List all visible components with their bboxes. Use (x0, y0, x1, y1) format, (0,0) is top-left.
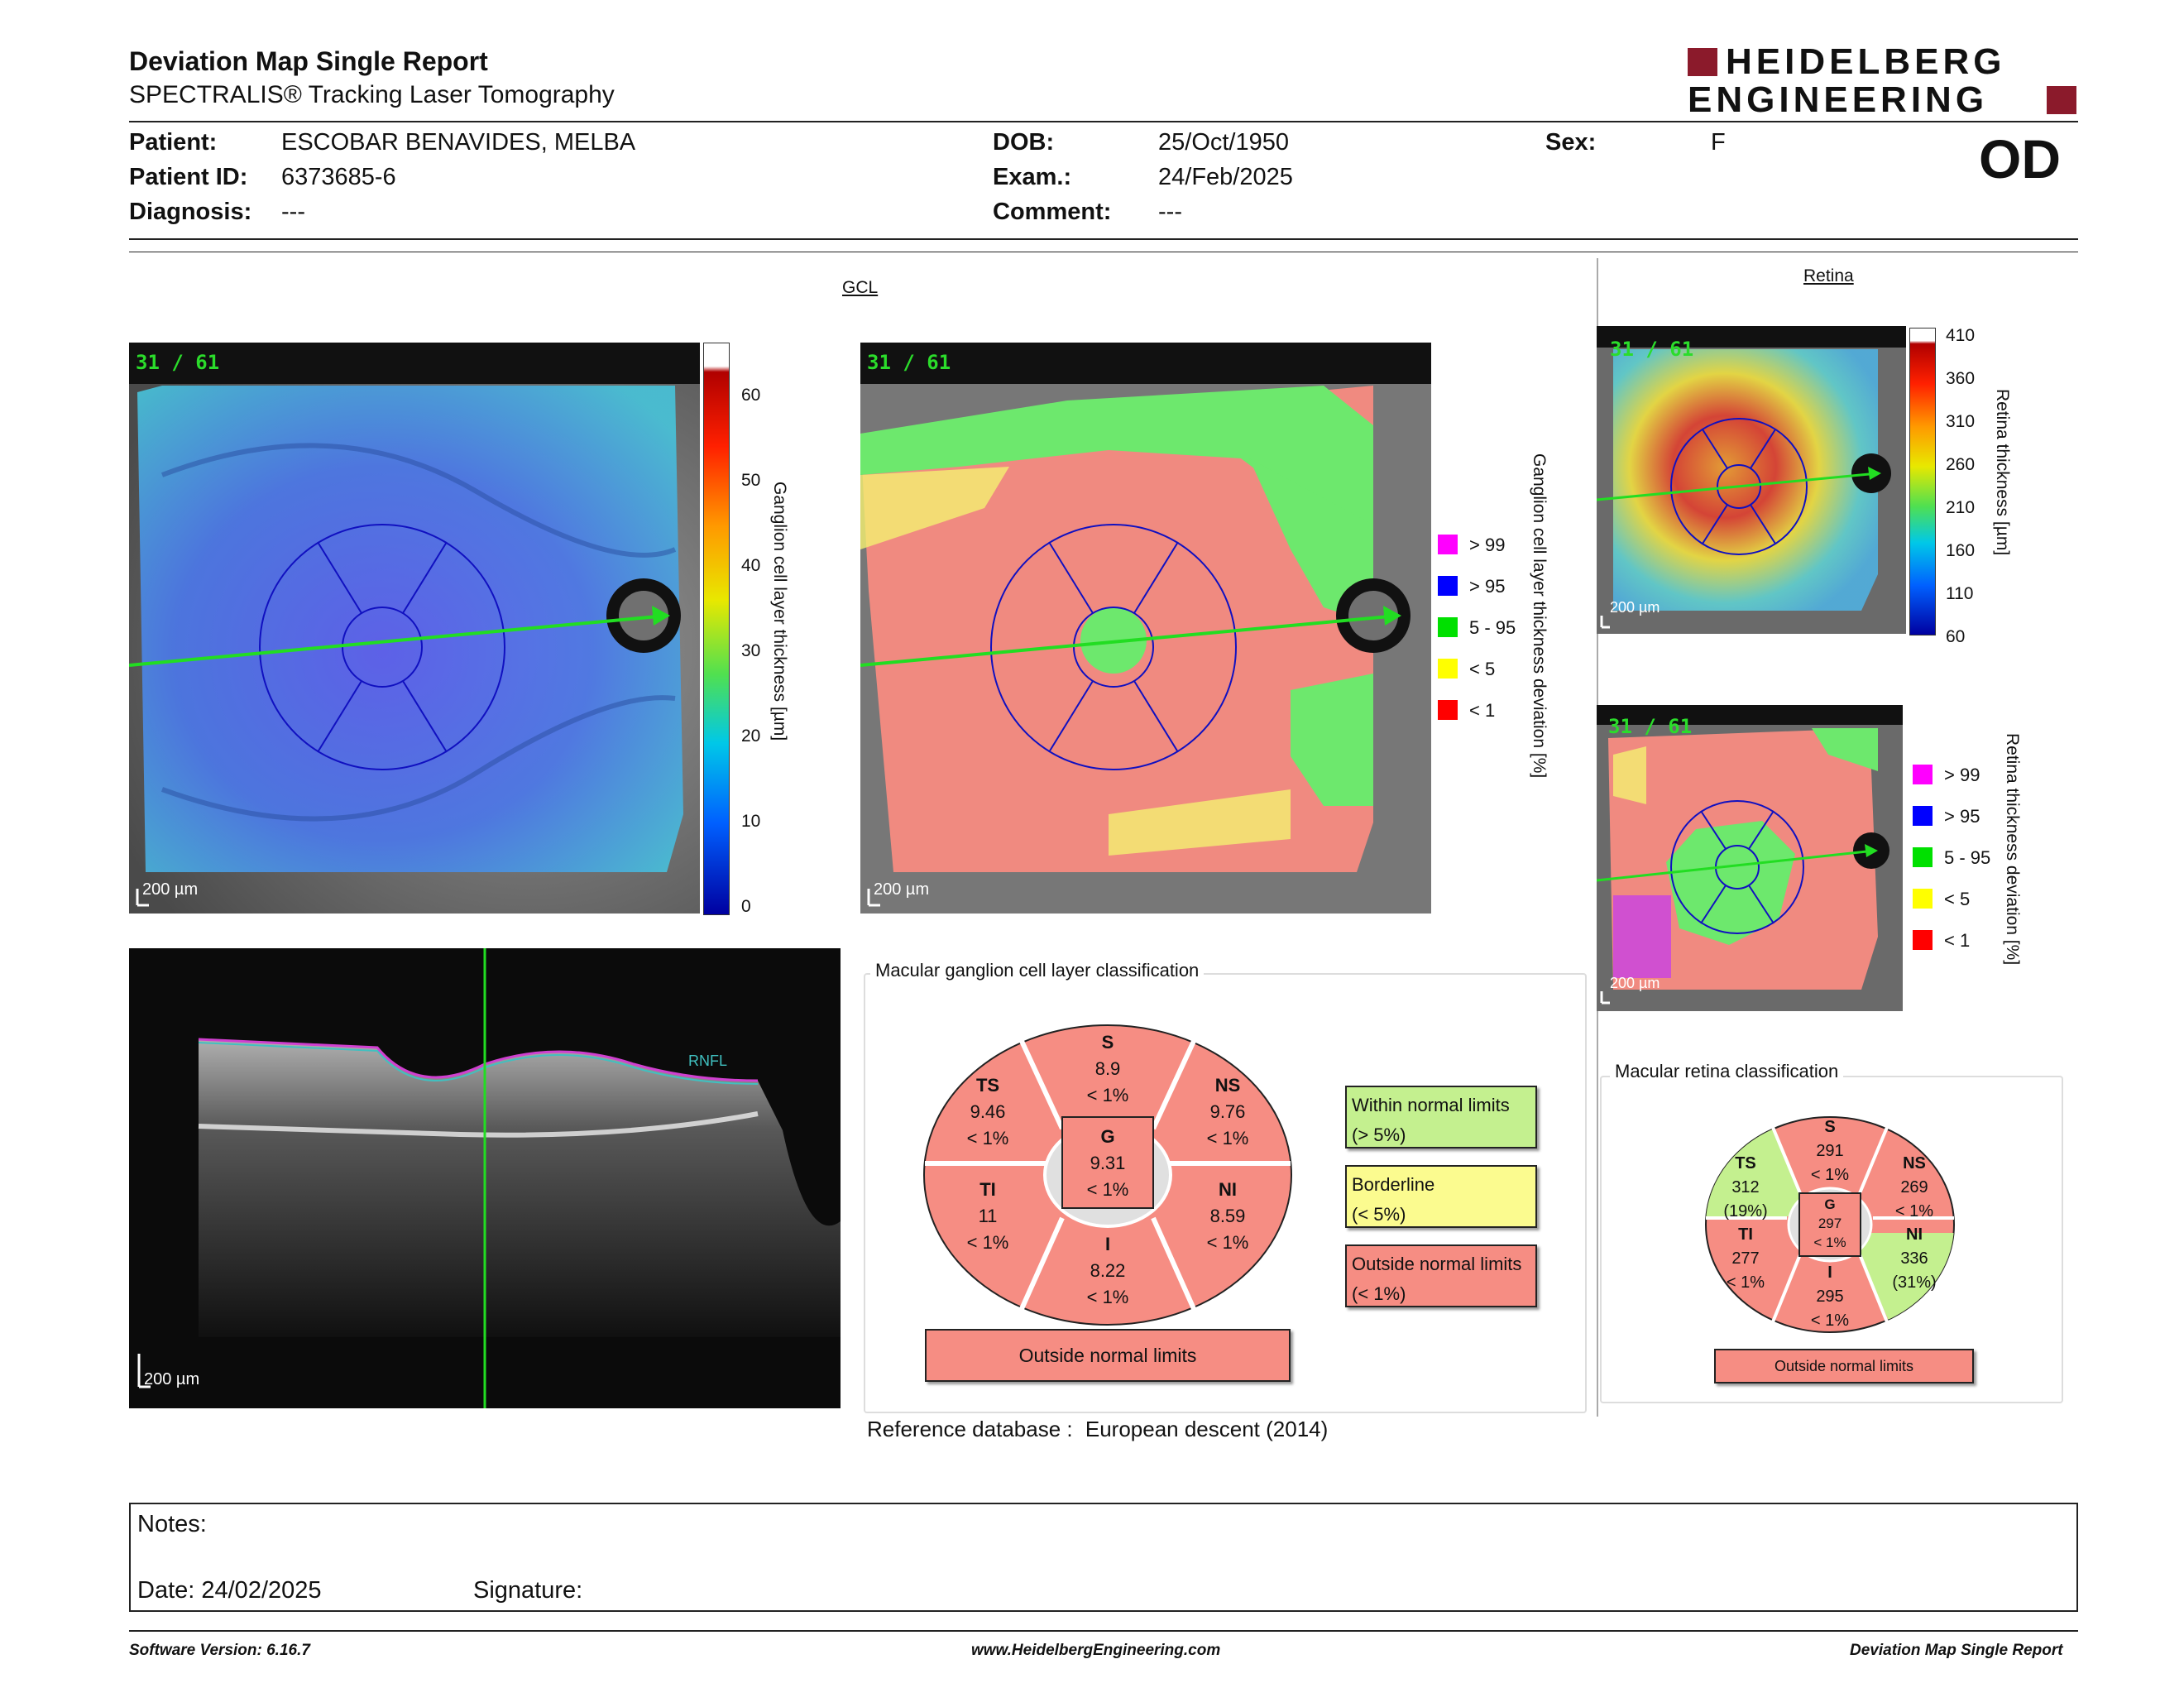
retina-legend-label-lt1: < 1 (1944, 930, 1971, 951)
patient-divider-1 (129, 238, 2078, 240)
diagnosis-value: --- (281, 199, 305, 225)
retina-sector-ni-pct: (31%) (1892, 1273, 1937, 1292)
legend-swatch-gt99 (1438, 535, 1458, 554)
key-within-normal (1345, 1086, 1537, 1149)
retina-sector-ti-pct: < 1% (1726, 1273, 1765, 1292)
legend-label-gt99: > 99 (1469, 535, 1506, 555)
retina-sector-ni-value: 336 (1900, 1249, 1928, 1268)
software-version: Software Version: 6.16.7 (129, 1642, 310, 1659)
legend-swatch-5-95 (1438, 617, 1458, 637)
retina-sector-ts-value: 312 (1731, 1178, 1760, 1196)
gcl-thickness-tick-2: 40 (741, 556, 761, 575)
retina-thickness-tick-1: 360 (1946, 369, 1976, 388)
retina-sector-ni-name: NI (1906, 1225, 1923, 1244)
gcl-sector-i-name: I (1104, 1234, 1111, 1254)
gcl-sector-ni-name: NI (1219, 1179, 1237, 1200)
signature-label: Signature: (473, 1577, 583, 1604)
gcl-thickness-tick-1: 50 (741, 471, 761, 490)
gcl-sector-i-value: 8.22 (1090, 1260, 1126, 1281)
gcl-frame-count: 31 / 61 (136, 351, 220, 374)
retina-deviation-map (1597, 705, 1903, 1011)
retina-sector-ti-name: TI (1738, 1225, 1753, 1244)
gcl-sector-ti-name: TI (979, 1179, 996, 1200)
retina-sector-ts-name: TS (1735, 1154, 1756, 1172)
gcl-sector-s (1075, 1029, 1141, 1109)
gcl-sector-ns (1195, 1072, 1261, 1152)
retina-legend-label-lt5: < 5 (1944, 889, 1971, 909)
gcl-thickness-map (129, 343, 700, 914)
retina-legend-label-gt95: > 95 (1944, 806, 1980, 827)
retina-thickness-tick-2: 310 (1946, 412, 1976, 431)
report-subtitle: SPECTRALIS® Tracking Laser Tomography (129, 81, 615, 108)
retina-legend-swatch-gt95 (1913, 806, 1933, 826)
retina-thickness-tick-3: 260 (1946, 455, 1976, 474)
gcl-sector-ns-pct: < 1% (1206, 1128, 1249, 1149)
legend-label-lt1: < 1 (1469, 700, 1496, 721)
gcl-sector-chart (922, 1023, 1294, 1327)
gcl-classification-title: Macular ganglion cell layer classification (870, 960, 1204, 981)
reference-value: European descent (2014) (1085, 1417, 1329, 1441)
retina-sector-ns (1883, 1152, 1946, 1224)
gcl-section-title: GCL (842, 278, 879, 297)
key-within-label: Within normal limits (1352, 1095, 1510, 1115)
gcl-thickness-tick-6: 0 (741, 897, 751, 916)
retina-thickness-tick-7: 60 (1946, 627, 1966, 646)
gcl-sector-g-value: 9.31 (1090, 1153, 1126, 1173)
retina-sector-s-value: 291 (1816, 1142, 1844, 1160)
gcl-thickness-tick-4: 20 (741, 727, 761, 746)
retina-thickness-axis-label: Retina thickness [µm] (1993, 389, 2012, 556)
retina-sector-ns-pct: < 1% (1894, 1202, 1934, 1220)
patient-id-value: 6373685-6 (281, 164, 396, 190)
key-outside-label: Outside normal limits (1352, 1254, 1522, 1274)
gcl-sector-ns-name: NS (1214, 1075, 1241, 1096)
retina-dev-frame-count: 31 / 61 (1608, 715, 1693, 738)
logo-block-top (1688, 48, 1717, 76)
gcl-sector-ts-pct: < 1% (966, 1128, 1009, 1149)
gcl-sector-ni-pct: < 1% (1206, 1232, 1249, 1253)
legend-swatch-lt1 (1438, 700, 1458, 720)
diagnosis-label: Diagnosis: (129, 199, 252, 225)
retina-sector-s-pct: < 1% (1810, 1166, 1850, 1184)
gcl-sector-g (1075, 1124, 1141, 1203)
legend-label-gt95: > 95 (1469, 576, 1506, 597)
comment-value: --- (1158, 199, 1182, 225)
legend-swatch-gt95 (1438, 576, 1458, 596)
retina-deviation-map-image (1597, 705, 1903, 1011)
logo-block-bottom (2047, 86, 2076, 114)
oct-layer-tag: RNFL (688, 1053, 728, 1069)
retina-sector-i-name: I (1827, 1264, 1832, 1282)
retina-legend-swatch-gt99 (1913, 765, 1933, 784)
heidelberg-logo (1688, 43, 2076, 119)
key-borderline-range: (< 5%) (1352, 1204, 1406, 1225)
retina-legend-swatch-lt5 (1913, 889, 1933, 909)
sex-label: Sex: (1545, 129, 1597, 156)
gcl-sector-ti (955, 1177, 1021, 1256)
gcl-dev-scale-bar: 200 µm (874, 880, 930, 899)
gcl-sector-g-pct: < 1% (1086, 1179, 1129, 1200)
key-outside-normal (1345, 1244, 1537, 1307)
company-website[interactable]: www.HeidelbergEngineering.com (971, 1642, 1221, 1659)
legend-label-lt5: < 5 (1469, 659, 1496, 679)
patient-name: ESCOBAR BENAVIDES, MELBA (281, 129, 636, 156)
retina-sector-g-value: 297 (1818, 1216, 1842, 1231)
gcl-sector-ts-name: TS (975, 1075, 1000, 1096)
gcl-thickness-colorbar (703, 343, 730, 915)
key-outside-range: (< 1%) (1352, 1283, 1406, 1304)
footer-divider (129, 1630, 2078, 1632)
gcl-scale-bar: 200 µm (142, 880, 199, 899)
oct-bscan-image (129, 948, 841, 1408)
gcl-sector-ts-value: 9.46 (970, 1101, 1006, 1122)
gcl-thickness-map-image (129, 343, 700, 914)
gcl-result-box: Outside normal limits (925, 1329, 1291, 1382)
patient-label: Patient: (129, 129, 218, 156)
retina-sector-g (1805, 1195, 1855, 1252)
gcl-deviation-axis-label: Ganglion cell layer thickness deviation [%] (1530, 453, 1549, 779)
gcl-thickness-tick-0: 60 (741, 386, 761, 405)
gcl-sector-i (1075, 1231, 1141, 1311)
eye-indicator: OD (1979, 128, 2061, 189)
logo-text-engineering: ENGINEERING (1688, 79, 1989, 120)
retina-legend-swatch-lt1 (1913, 930, 1933, 950)
footer-report-name: Deviation Map Single Report (1850, 1642, 2063, 1659)
sex-value: F (1711, 129, 1726, 156)
gcl-thickness-tick-5: 10 (741, 812, 761, 831)
oct-scale-bar: 200 µm (144, 1370, 200, 1388)
retina-thickness-tick-5: 160 (1946, 541, 1976, 560)
gcl-sector-s-pct: < 1% (1086, 1085, 1129, 1105)
comment-label: Comment: (993, 199, 1112, 225)
key-within-range: (> 5%) (1352, 1125, 1406, 1145)
retina-thickness-tick-0: 410 (1946, 326, 1976, 345)
retina-legend-label-gt99: > 99 (1944, 765, 1980, 785)
dob-value: 25/Oct/1950 (1158, 129, 1289, 156)
notes-label: Notes: (137, 1511, 207, 1537)
gcl-deviation-map-image (860, 343, 1431, 914)
retina-legend-swatch-5-95 (1913, 847, 1933, 867)
key-borderline-label: Borderline (1352, 1174, 1435, 1195)
retina-sector-s-name: S (1824, 1118, 1836, 1136)
gcl-sector-ni (1195, 1177, 1261, 1256)
key-borderline (1345, 1165, 1537, 1228)
gcl-sector-ni-value: 8.59 (1209, 1206, 1246, 1226)
gcl-sector-ti-value: 11 (978, 1206, 998, 1226)
retina-sector-ni (1883, 1223, 1946, 1295)
retina-legend-label-5-95: 5 - 95 (1944, 847, 1991, 868)
retina-sector-chart (1704, 1115, 1956, 1334)
retina-sector-i-pct: < 1% (1810, 1312, 1850, 1330)
gcl-thickness-axis-label: Ganglion cell layer thickness [µm] (770, 482, 789, 741)
retina-sector-i (1805, 1261, 1855, 1333)
retina-sector-g-name: G (1824, 1196, 1836, 1212)
retina-result-box: Outside normal limits (1714, 1349, 1974, 1383)
exam-label: Exam.: (993, 164, 1072, 190)
legend-label-5-95: 5 - 95 (1469, 617, 1516, 638)
retina-scale-bar: 200 µm (1610, 599, 1660, 616)
retina-sector-ts (1714, 1152, 1777, 1224)
legend-swatch-lt5 (1438, 659, 1458, 679)
retina-thickness-tick-4: 210 (1946, 498, 1976, 517)
retina-sector-ti-value: 277 (1731, 1249, 1760, 1268)
retina-frame-count: 31 / 61 (1610, 338, 1694, 361)
retina-section-title: Retina (1803, 266, 1854, 285)
retina-sector-ti (1714, 1223, 1777, 1295)
logo-text-heidelberg: HEIDELBERG (1726, 41, 2006, 82)
retina-thickness-tick-6: 110 (1946, 584, 1974, 603)
retina-dev-scale-bar: 200 µm (1610, 975, 1660, 991)
retina-deviation-axis-label: Retina thickness deviation [%] (2003, 733, 2022, 966)
reference-database (867, 1417, 1328, 1442)
retina-sector-s (1805, 1115, 1855, 1187)
gcl-sector-ti-pct: < 1% (966, 1232, 1009, 1253)
retina-thickness-map-image (1597, 326, 1906, 634)
reference-label: Reference database : (867, 1417, 1073, 1441)
gcl-sector-s-name: S (1101, 1032, 1114, 1053)
gcl-thickness-tick-3: 30 (741, 641, 761, 660)
gcl-sector-ns-value: 9.76 (1209, 1101, 1246, 1122)
retina-thickness-colorbar (1909, 328, 1936, 635)
date-label: Date: 24/02/2025 (137, 1577, 322, 1604)
patient-id-label: Patient ID: (129, 164, 248, 190)
report-title: Deviation Map Single Report (129, 46, 488, 76)
retina-classification-title: Macular retina classification (1610, 1061, 1843, 1082)
oct-bscan (129, 948, 841, 1408)
notes-box[interactable] (129, 1503, 2078, 1612)
gcl-sector-i-pct: < 1% (1086, 1287, 1129, 1307)
retina-thickness-map (1597, 326, 1906, 634)
header-divider (129, 121, 2078, 122)
exam-value: 24/Feb/2025 (1158, 164, 1293, 190)
gcl-sector-ts (955, 1072, 1021, 1152)
gcl-deviation-map (860, 343, 1431, 914)
retina-sector-g-pct: < 1% (1813, 1235, 1846, 1250)
gcl-sector-s-value: 8.9 (1094, 1058, 1121, 1079)
retina-sector-ns-value: 269 (1900, 1178, 1928, 1196)
retina-sector-ns-name: NS (1903, 1154, 1926, 1172)
gcl-sector-g-name: G (1100, 1126, 1115, 1147)
gcl-dev-frame-count: 31 / 61 (867, 351, 951, 374)
retina-sector-i-value: 295 (1816, 1288, 1844, 1306)
dob-label: DOB: (993, 129, 1055, 156)
retina-sector-ts-pct: (19%) (1723, 1202, 1768, 1220)
